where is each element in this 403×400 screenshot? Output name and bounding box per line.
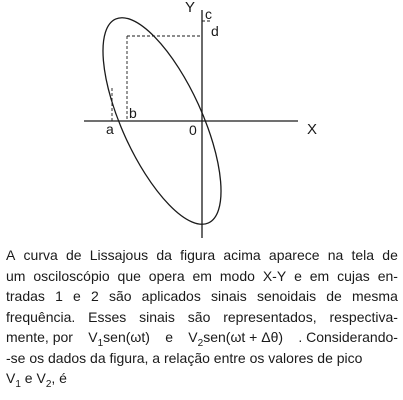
word: curva <box>23 247 58 263</box>
word: Lissajous <box>89 247 149 263</box>
paragraph-line-4 <box>6 307 398 328</box>
x-axis-label: X <box>307 121 318 138</box>
v2-expression: $V_2sen(\omega t + \Delta\theta)$ <box>188 329 284 348</box>
y-axis-label: Y <box>185 0 196 16</box>
word: que <box>117 267 141 284</box>
word: modo <box>219 267 255 284</box>
word: um <box>6 267 26 284</box>
word: são <box>187 308 211 325</box>
paragraph-line-1 <box>6 245 398 266</box>
paragraph-line-3 <box>6 286 398 307</box>
word: cujas <box>337 267 370 284</box>
word: tradas <box>6 288 45 304</box>
word: figura <box>180 247 216 263</box>
word: de <box>65 247 82 263</box>
word: aparece <box>268 247 320 263</box>
word: sinais <box>210 288 247 304</box>
word: em <box>309 267 330 284</box>
word: opera <box>148 267 185 284</box>
word: na <box>327 247 344 263</box>
word: tela <box>351 247 375 263</box>
v1-expression: $V_1sen(\omega t)$ <box>88 329 150 348</box>
word: em <box>192 267 212 284</box>
paragraph-line-7: $V_1$ e $V_2$, é <box>6 370 67 389</box>
word: de <box>326 288 342 304</box>
word: 1 <box>55 288 63 304</box>
word: senoidais <box>256 288 317 304</box>
word: acima <box>223 247 261 263</box>
word: X-Y <box>262 267 287 284</box>
point-a-label: a <box>106 121 114 137</box>
paragraph-line-5 <box>6 327 398 348</box>
word: e <box>73 288 81 304</box>
word: respectiva- <box>329 308 398 325</box>
word: mesma <box>351 288 398 304</box>
word: e <box>294 267 302 284</box>
word: da <box>156 247 172 263</box>
point-b-label: b <box>129 105 137 121</box>
paragraph-line-6: -se os dados da figura, a relação entre os valores de pico <box>6 349 363 366</box>
word: são <box>108 288 132 304</box>
point-c-label: c <box>205 6 212 22</box>
paragraph-line-2 <box>6 266 398 287</box>
question-paragraph <box>6 245 398 389</box>
word: Esses <box>88 308 127 325</box>
point-d-label: d <box>211 23 219 39</box>
word: aplicados <box>141 288 201 304</box>
word: 2 <box>90 288 99 304</box>
word: sinais <box>139 308 175 325</box>
origin-label: 0 <box>189 122 197 138</box>
word: osciloscópio <box>33 267 110 284</box>
line5-start: mente, por <box>6 329 73 345</box>
word: de <box>382 247 398 263</box>
word: A <box>6 247 16 263</box>
word: en- <box>377 267 398 284</box>
line5-end: . Considerando- <box>298 329 398 345</box>
line5-conjunction: e <box>165 329 173 345</box>
word: frequência. <box>6 308 76 325</box>
word: representados, <box>223 308 317 325</box>
